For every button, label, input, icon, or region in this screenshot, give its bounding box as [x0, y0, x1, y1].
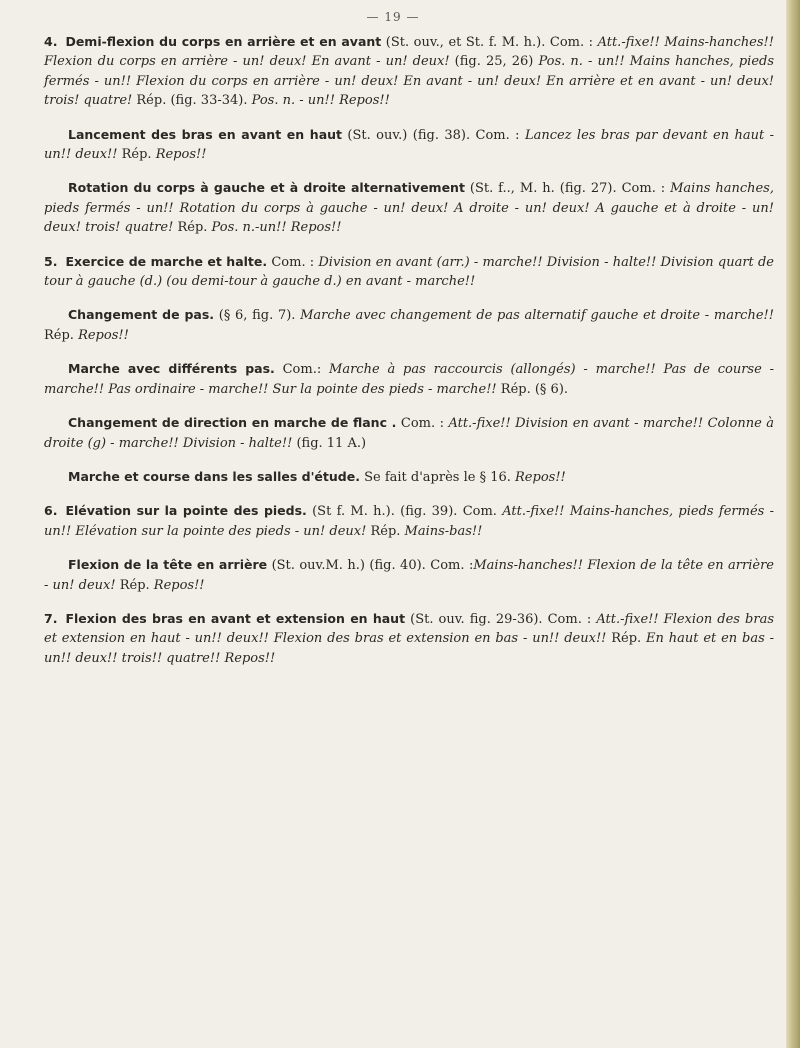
reference-text: (St. ouv. fig. 29-36). Com. :	[405, 611, 597, 627]
paragraph	[44, 609, 774, 668]
exercise-heading: Demi-flexion du corps en arrière et en avant	[65, 34, 382, 49]
reference-text: (St. ouv., et St. f. M. h.). Com. :	[381, 35, 598, 50]
reference-text: (fig. 11 A.)	[292, 435, 367, 451]
command-text: Repos!!	[515, 469, 566, 485]
reference-text: (St. ouv.) (fig. 38). Com. :	[342, 127, 525, 143]
paragraph	[44, 359, 774, 399]
reference-text: Rép.	[44, 327, 79, 343]
exercise-heading: Changement de direction en marche de flanc .	[68, 415, 397, 431]
reference-text: Rép.	[606, 631, 647, 647]
paragraph	[44, 178, 774, 237]
command-text: Marche avec changement de pas alternatif gauche et droite - marche!!	[300, 308, 774, 324]
reference-text: (St. f.., M. h. (fig. 27). Com. :	[464, 181, 671, 197]
command-text: Mains hanches, pieds fermés - un!! Rotation du corps à gauche - un! deux! A droite - un! deux! A gauche et à droite - un! deux! trois! quatre!	[44, 181, 774, 236]
reference-text: Com.:	[274, 362, 330, 378]
command-text: Att.-fixe!! Flexion des bras et extension en haut - un!! deux!! Flexion des bras et extension en bas - un!! deux!!	[44, 611, 774, 647]
command-text: Att.-fixe!! Mains-hanches, pieds fermés - un!! Elévation sur la pointe des pieds - un! deux!	[44, 504, 775, 539]
command-text: Marche à pas raccourcis (allongés) - marche!! Pas de course - marche!! Pas ordinaire - marche!! Sur la pointe des pieds - marche!!	[44, 362, 774, 397]
reference-text: (fig. 25, 26)	[449, 54, 539, 70]
command-text: Pos. n.-un!! Repos!!	[211, 220, 342, 236]
paragraph	[44, 413, 774, 453]
paragraph	[44, 125, 774, 165]
reference-text: (St f. M. h.). (fig. 39). Com.	[306, 504, 503, 520]
reference-text: (St. ouv.M. h.) (fig. 40). Com. :	[267, 558, 474, 574]
exercise-heading: Flexion de la tête en arrière	[68, 557, 268, 573]
reference-text: Rép.	[366, 523, 405, 539]
exercise-heading: Flexion des bras en avant et extension en haut	[65, 610, 406, 626]
reference-text: Rép.	[115, 577, 154, 593]
section-number: 6.	[44, 503, 58, 519]
reference-text: (§ 6, fig. 7).	[214, 308, 301, 324]
reference-text: Se fait d'après le § 16.	[359, 469, 516, 485]
command-text: Repos!!	[78, 327, 129, 343]
exercise-heading: Elévation sur la pointe des pieds.	[65, 503, 307, 519]
exercise-heading: Marche avec différents pas.	[68, 361, 275, 377]
command-text: Repos!!	[155, 147, 207, 163]
reference-text: Com. :	[396, 416, 449, 432]
exercise-heading: Exercice de marche et halte.	[65, 253, 268, 269]
command-text: Repos!!	[153, 577, 205, 593]
paragraph	[44, 467, 774, 487]
command-text: Pos. n. - un!! Repos!!	[251, 93, 390, 109]
command-text: Mains-hanches!! Flexion de la tête en arrière - un! deux!	[44, 558, 774, 593]
command-text: Att.-fixe!! Mains-hanches!! Flexion du corps en arrière - un! deux! En avant - un! deux!	[44, 35, 774, 70]
paragraph	[44, 32, 774, 111]
command-text: En haut et en bas - un!! deux!! trois!! quatre!! Repos!!	[44, 631, 774, 666]
reference-text: Rép. (§ 6).	[496, 381, 569, 397]
section-number: 5.	[44, 253, 58, 269]
section-number: 7.	[44, 610, 58, 626]
exercise-heading: Rotation du corps à gauche et à droite alternativement	[68, 180, 465, 196]
command-text: Pos. n. - un!! Mains hanches, pieds fermés - un!! Flexion du corps en arrière - un! deux! En avant - un! deux! En arrière et en avant - un! deux! trois! quatre!	[44, 54, 775, 109]
paragraph	[44, 555, 774, 595]
exercise-heading: Changement de pas.	[68, 307, 215, 323]
paragraph	[44, 252, 774, 292]
reference-text: Com. :	[267, 254, 319, 270]
paragraph	[44, 305, 774, 345]
command-text: Att.-fixe!! Division en avant - marche!! Colonne à droite (g) - marche!! Division - halte!!	[44, 416, 775, 451]
exercise-heading: Marche et course dans les salles d'étude.	[68, 468, 360, 484]
command-text: Lancez les bras par devant en haut - un!! deux!!	[44, 127, 774, 163]
reference-text: Rép. (fig. 33-34).	[132, 93, 252, 109]
reference-text: Rép.	[173, 220, 212, 236]
page-number: — 19 —	[366, 10, 420, 24]
page-edge-shadow	[786, 0, 800, 1048]
reference-text: Rép.	[117, 147, 156, 163]
section-number: 4.	[44, 34, 58, 49]
exercise-heading: Lancement des bras en avant en haut	[68, 126, 343, 142]
command-text: Division en avant (arr.) - marche!! Division - halte!! Division quart de tour à gauche (d.) (ou demi-tour à gauche d.) en avant - marche!!	[44, 254, 774, 290]
command-text: Mains-bas!!	[404, 523, 483, 539]
paragraph	[44, 501, 774, 541]
page-body	[44, 32, 774, 682]
